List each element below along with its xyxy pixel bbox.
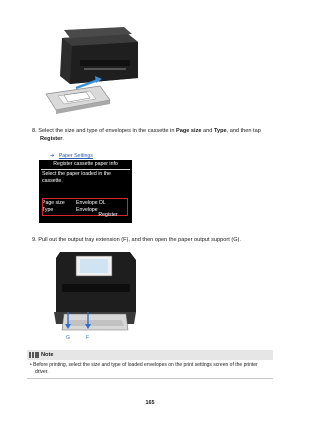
type-value: Envelope	[76, 207, 98, 213]
lcd-title: Register cassette paper info	[53, 161, 118, 167]
printer-cassette-illustration	[40, 20, 150, 118]
step-8: 8. Select the size and type of envelopes in the cassette in Page size and Type, and then tap Register.	[32, 128, 261, 142]
label-g: G	[66, 335, 70, 341]
step-text-mid: and	[201, 128, 214, 134]
note-header	[27, 350, 273, 360]
page-size-term: Page size	[176, 128, 202, 134]
note-block	[27, 350, 273, 379]
page-size-value: Envelope DL	[76, 200, 106, 206]
step-number: 9.	[32, 237, 37, 243]
note-line-1: Before printing, select the size and type of loaded envelopes on the print settings screen of the printer	[33, 362, 258, 368]
page-number: 165	[145, 400, 155, 406]
step-number: 8.	[32, 128, 37, 134]
bullet: •	[30, 362, 32, 368]
page-size-label: Page size	[42, 200, 65, 206]
step-text-post: , and then tap	[226, 128, 261, 134]
step-text-pre: Select the size and type of envelopes in the cassette in	[38, 128, 176, 134]
label-f: F	[86, 335, 90, 341]
register-button[interactable]: Register	[98, 212, 118, 218]
type-label: Type	[42, 207, 54, 213]
note-icon	[29, 351, 39, 359]
lcd-screen	[39, 160, 132, 223]
note-body	[27, 360, 273, 376]
note-title: Note	[41, 352, 54, 358]
paper-settings-link[interactable]: Paper Settings	[58, 153, 93, 159]
step-9	[32, 236, 287, 244]
step-9-text: Pull out the output tray extension (F), and then open the paper output support (G).	[38, 237, 241, 243]
arrow-right-icon: ➔	[50, 153, 55, 159]
type-term: Type	[213, 128, 227, 134]
lcd-prompt: Select the paper loaded in the cassette.	[42, 171, 111, 184]
note-bottom-rule	[27, 378, 273, 379]
note-line-2: driver.	[35, 369, 49, 375]
lcd-divider	[41, 169, 130, 170]
register-term: Register	[40, 136, 63, 142]
output-tray-illustration	[50, 248, 140, 344]
